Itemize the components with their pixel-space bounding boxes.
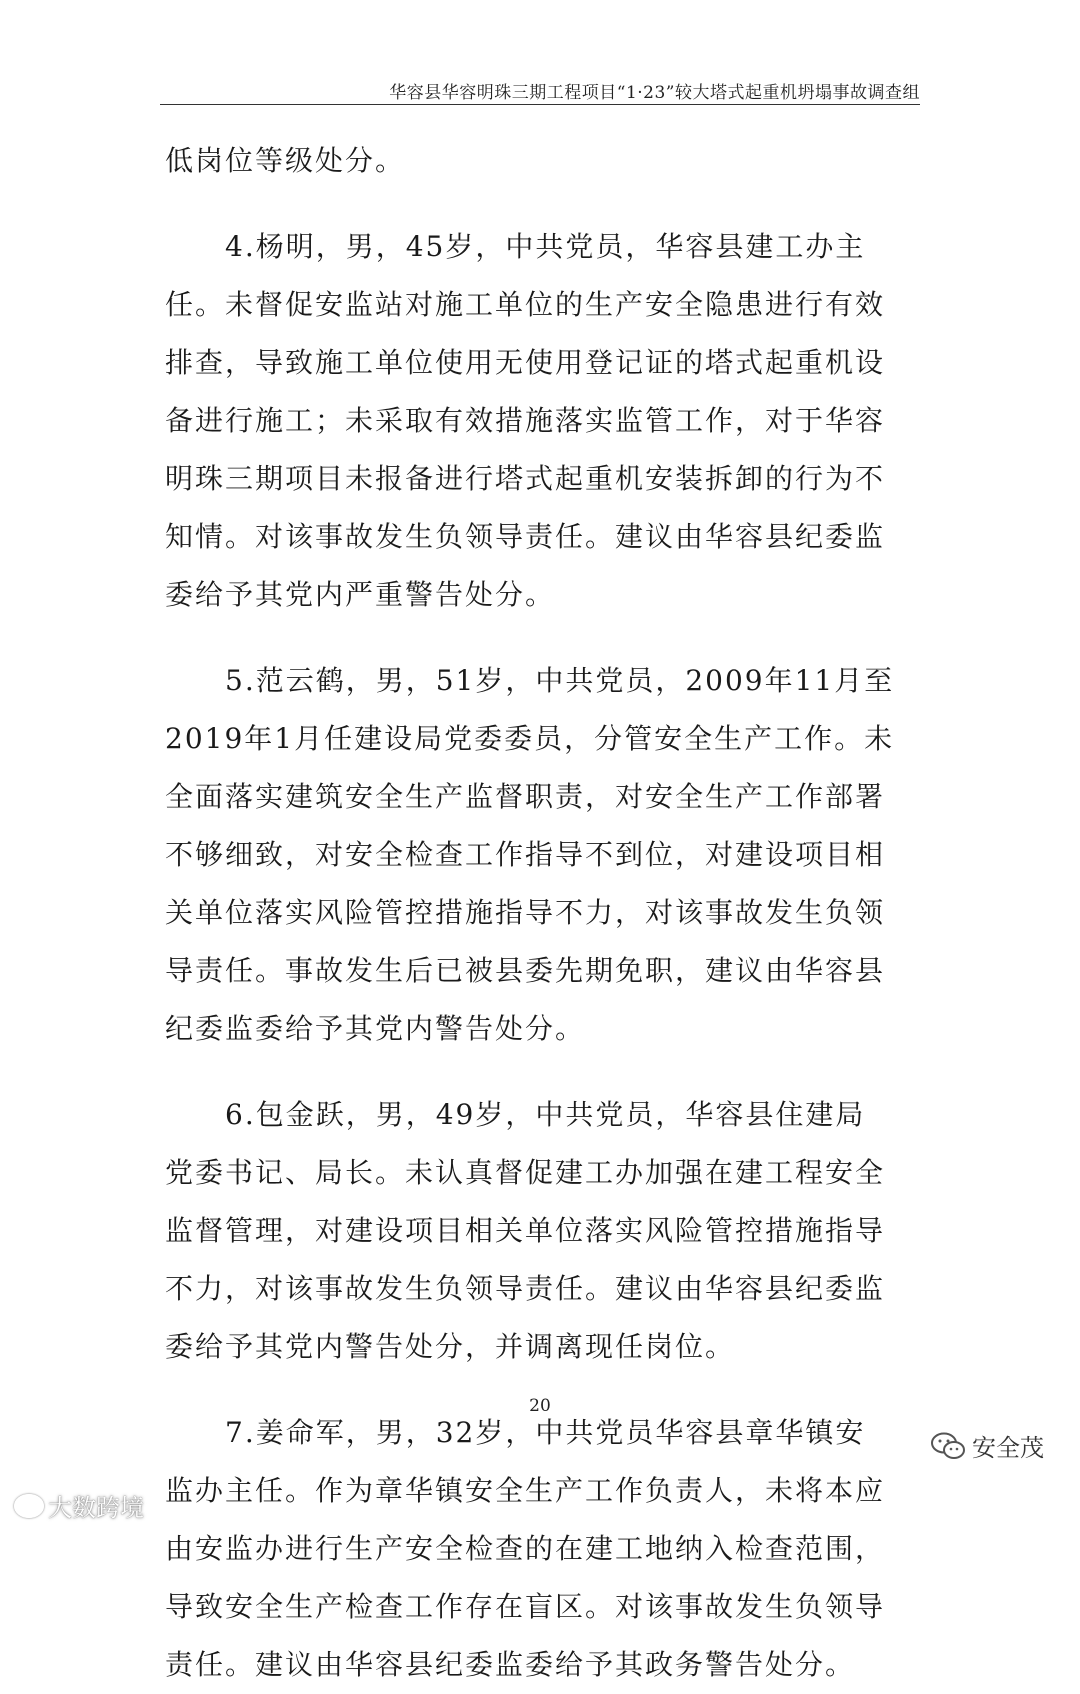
watermark-right bbox=[930, 1428, 1044, 1463]
paragraph-item-5: 5.范云鹤，男，51岁，中共党员，2009年11月至2019年1月任建设局党委委员，分管安全生产工作。未全面落实建筑安全生产监督职责，对安全生产工作部署不够细致，对安全检查工作指导不到位，对建设项目相关单位落实风险管控措施指导不力，对该事故发生负领导责任。事故发生后已被县委先期免职，建议由华容县纪委监委给予其党内警告处分。 bbox=[165, 664, 895, 1045]
watermark-right-text: 安全茂 bbox=[972, 1434, 1044, 1462]
paragraph-item-7: 7.姜命军，男，32岁，中共党员华容县章华镇安监办主任。作为章华镇安全生产工作负责人，未将本应由安监办进行生产安全检查的在建工地纳入检查范围，导致安全生产检查工作存在盲区。对该事故发生负领导责任。建议由华容县纪委监委给予其政务警告处分。 bbox=[165, 1416, 886, 1681]
paragraph-item-6: 6.包金跃，男，49岁，中共党员，华容县住建局党委书记、局长。未认真督促建工办加强在建工程安全监督管理，对建设项目相关单位落实风险管控措施指导不力，对该事故发生负领导责任。建议由华容县纪委监委给予其党内警告处分，并调离现任岗位。 bbox=[165, 1098, 886, 1363]
paragraph-item-4: 4.杨明，男，45岁，中共党员，华容县建工办主任。未督促安监站对施工单位的生产安全隐患进行有效排查，导致施工单位使用无使用登记证的塔式起重机设备进行施工；未采取有效措施落实监管工作，对于华容明珠三期项目未报备进行塔式起重机安装拆卸的行为不知情。对该事故发生负领导责任。建议由华容县纪委监委给予其党内严重警告处分。 bbox=[165, 230, 886, 611]
page-header-title: 华容县华容明珠三期工程项目“1·23”较大塔式起重机坍塌事故调查组 bbox=[389, 83, 920, 103]
paragraph-continuation: 低岗位等级处分。 bbox=[165, 144, 406, 177]
document-body bbox=[165, 132, 895, 1694]
wechat-icon bbox=[930, 1431, 966, 1461]
watermark-left bbox=[14, 1488, 144, 1523]
header-divider bbox=[160, 104, 920, 105]
page-number: 20 bbox=[529, 1396, 551, 1416]
watermark-left-text: 大数跨境 bbox=[48, 1494, 144, 1522]
watermark-logo-icon bbox=[14, 1494, 44, 1518]
